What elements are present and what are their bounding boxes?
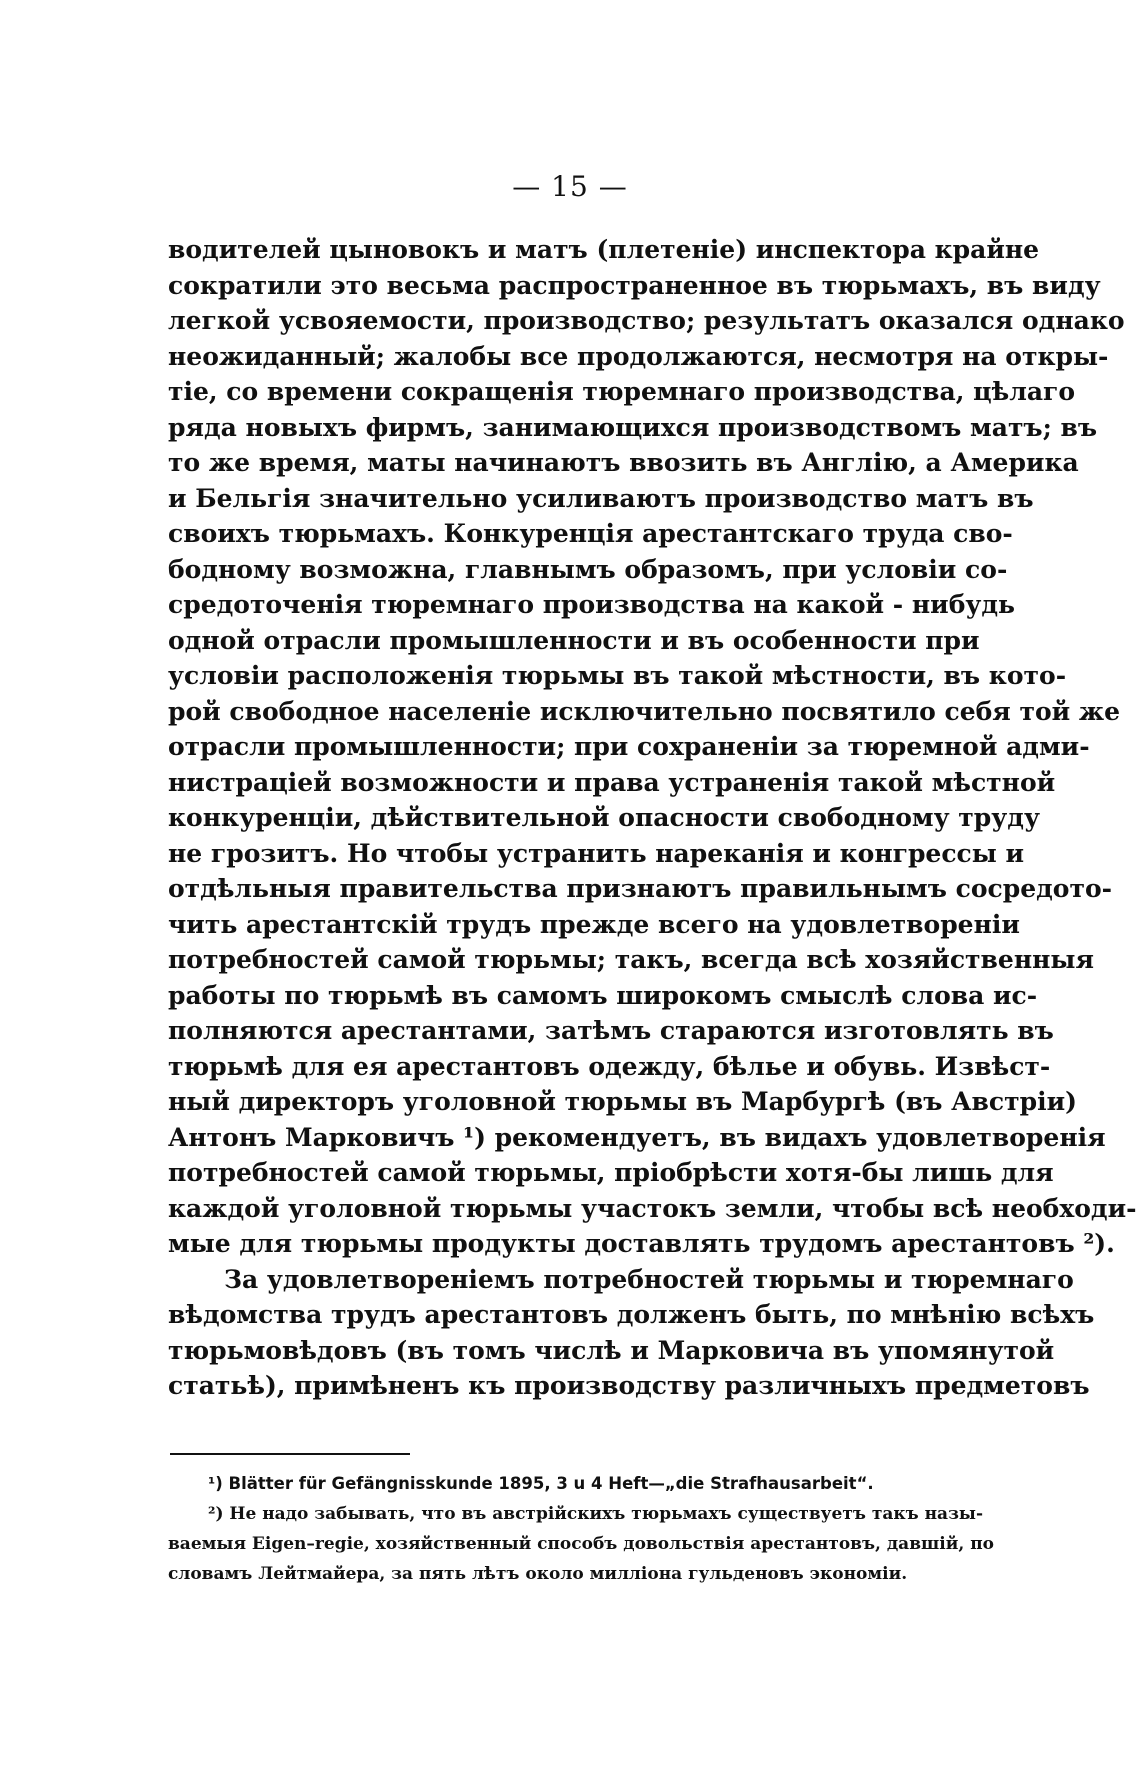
- text-line: отдѣльныя правительства признаютъ правильнымъ сосредото-: [168, 874, 1113, 903]
- text-line: тюрьмѣ для ея арестантовъ одежду, бѣлье и обувь. Извѣст-: [168, 1051, 1051, 1081]
- text-line: Антонъ Марковичъ ¹) рекомендуетъ, въ видахъ удовлетворенія: [168, 1122, 1106, 1152]
- text-line: то же время, маты начинаютъ ввозить въ Англію, а Америка: [168, 448, 1079, 477]
- text-line: потребностей самой тюрьмы, пріобрѣсти хотя-бы лишь для: [168, 1158, 1054, 1187]
- text-line: потребностей самой тюрьмы; такъ, всегда всѣ хозяйственныя: [168, 945, 1094, 974]
- footnote-1: ¹) Blätter für Gefängnisskunde 1895, 3 u 4 Heft—„die Strafhausarbeit“.: [208, 1474, 874, 1493]
- text-line: легкой усвояемости, производство; результатъ оказался однако: [168, 306, 1125, 335]
- text-line: ряда новыхъ фирмъ, занимающихся производствомъ матъ; въ: [168, 412, 1098, 442]
- text-line: неожиданный; жалобы все продолжаются, несмотря на откры-: [168, 341, 1109, 371]
- footnotes: [168, 1469, 994, 1589]
- text-line: тюрьмовѣдовъ (въ томъ числѣ и Марковича въ упомянутой: [168, 1335, 1055, 1365]
- main-text: [168, 232, 1137, 1404]
- text-line: чить арестантскій трудъ прежде всего на удовлетвореніи: [168, 909, 1020, 939]
- text-line: полняются арестантами, затѣмъ стараются изготовлять въ: [168, 1016, 1054, 1045]
- footnote-divider: [170, 1453, 410, 1455]
- text-line: конкуренціи, дѣйствительной опасности свободному труду: [168, 803, 1040, 832]
- footnote-2-line: ²) Не надо забывать, что въ австрійскихъ тюрьмахъ существуетъ такъ назы-: [208, 1504, 984, 1524]
- paragraph-start-line: За удовлетвореніемъ потребностей тюрьмы и тюремнаго: [224, 1264, 1074, 1294]
- text-line: статьѣ), примѣненъ къ производству различныхъ предметовъ: [168, 1371, 1090, 1400]
- text-line: бодному возможна, главнымъ образомъ, при условіи со-: [168, 554, 1008, 584]
- text-line: тіе, со времени сокращенія тюремнаго производства, цѣлаго: [168, 377, 1076, 406]
- text-line: не грозитъ. Но чтобы устранить нареканія и конгрессы и: [168, 838, 1025, 868]
- text-line: работы по тюрьмѣ въ самомъ широкомъ смыслѣ слова ис-: [168, 980, 1038, 1010]
- text-line: нистраціей возможности и права устраненія такой мѣстной: [168, 767, 1056, 797]
- text-line: ный директоръ уголовной тюрьмы въ Марбургѣ (въ Австріи): [168, 1087, 1077, 1116]
- text-line: отрасли промышленности; при сохраненіи за тюремной адми-: [168, 732, 1090, 761]
- page-number: — 15 —: [512, 170, 628, 203]
- text-line: мые для тюрьмы продукты доставлять трудомъ арестантовъ ²).: [168, 1229, 1115, 1258]
- text-line: средоточенія тюремнаго производства на какой - нибудь: [168, 590, 1016, 619]
- footnote-2-line: словамъ Лейтмайера, за пять лѣтъ около милліона гульденовъ экономіи.: [168, 1564, 908, 1584]
- text-line: каждой уголовной тюрьмы участокъ земли, чтобы всѣ необходи-: [168, 1193, 1137, 1223]
- text-line: рой свободное населеніе исключительно посвятило себя той же: [168, 696, 1121, 726]
- text-line: вѣдомства трудъ арестантовъ долженъ быть, по мнѣнію всѣхъ: [168, 1300, 1095, 1329]
- text-line: условіи расположенія тюрьмы въ такой мѣстности, въ кото-: [168, 661, 1067, 690]
- text-line: водителей цыновокъ и матъ (плетеніе) инспектора крайне: [168, 235, 1040, 264]
- text-line: своихъ тюрьмахъ. Конкуренція арестантскаго труда сво-: [168, 519, 1013, 548]
- text-line: и Бельгія значительно усиливаютъ производство матъ въ: [168, 483, 1034, 513]
- text-line: сократили это весьма распространенное въ тюрьмахъ, въ виду: [168, 270, 1101, 300]
- footnote-2-line: ваемыя Eigen–regie, хозяйственный способъ довольствія арестантовъ, давшій, по: [168, 1534, 994, 1554]
- text-line: одной отрасли промышленности и въ особенности при: [168, 625, 980, 655]
